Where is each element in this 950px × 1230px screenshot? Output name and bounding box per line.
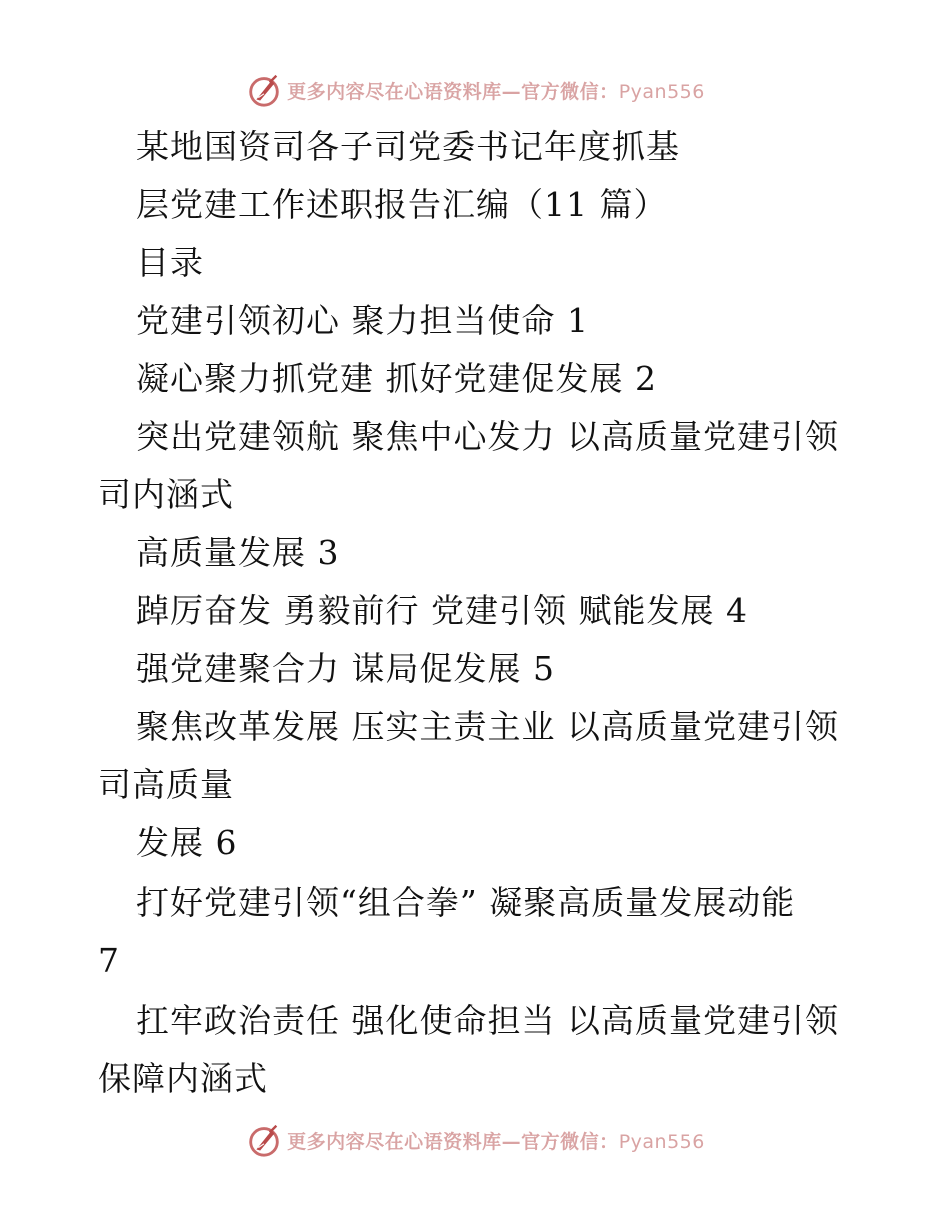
watermark-banner-bottom bbox=[0, 1120, 950, 1160]
document-title-line-2: 层党建工作述职报告汇编（11 篇） bbox=[136, 185, 668, 224]
watermark-banner-top bbox=[0, 70, 950, 110]
toc-entry: 强党建聚合力 谋局促发展 5 bbox=[136, 649, 555, 688]
toc-entry-continuation: 7 bbox=[98, 941, 120, 980]
toc-entry: 党建引领初心 聚力担当使命 1 bbox=[136, 301, 589, 340]
document-title-line-1: 某地国资司各子司党委书记年度抓基 bbox=[136, 127, 680, 166]
toc-entry: 高质量发展 3 bbox=[136, 533, 340, 572]
toc-entry-continuation: 保障内涵式 bbox=[98, 1059, 268, 1098]
toc-entry: 踔厉奋发 勇毅前行 党建引领 赋能发展 4 bbox=[136, 591, 748, 630]
toc-entry-continuation: 司高质量 bbox=[98, 765, 234, 804]
toc-entry-continuation: 司内涵式 bbox=[98, 475, 234, 514]
watermark-text: 更多内容尽在心语资料库—官方微信：Pyan556 bbox=[287, 1130, 705, 1153]
feather-pen-logo-icon bbox=[245, 1121, 283, 1159]
watermark-text: 更多内容尽在心语资料库—官方微信：Pyan556 bbox=[287, 80, 705, 103]
toc-entry: 突出党建领航 聚焦中心发力 以高质量党建引领 bbox=[136, 417, 839, 456]
toc-entry: 凝心聚力抓党建 抓好党建促发展 2 bbox=[136, 359, 657, 398]
toc-heading: 目录 bbox=[136, 243, 204, 282]
toc-entry: 发展 6 bbox=[136, 823, 238, 862]
toc-entry: 打好党建引领“组合拳” 凝聚高质量发展动能 bbox=[136, 883, 796, 922]
feather-pen-logo-icon bbox=[245, 71, 283, 109]
toc-entry: 扛牢政治责任 强化使命担当 以高质量党建引领 bbox=[136, 1001, 839, 1040]
toc-entry: 聚焦改革发展 压实主责主业 以高质量党建引领 bbox=[136, 707, 839, 746]
